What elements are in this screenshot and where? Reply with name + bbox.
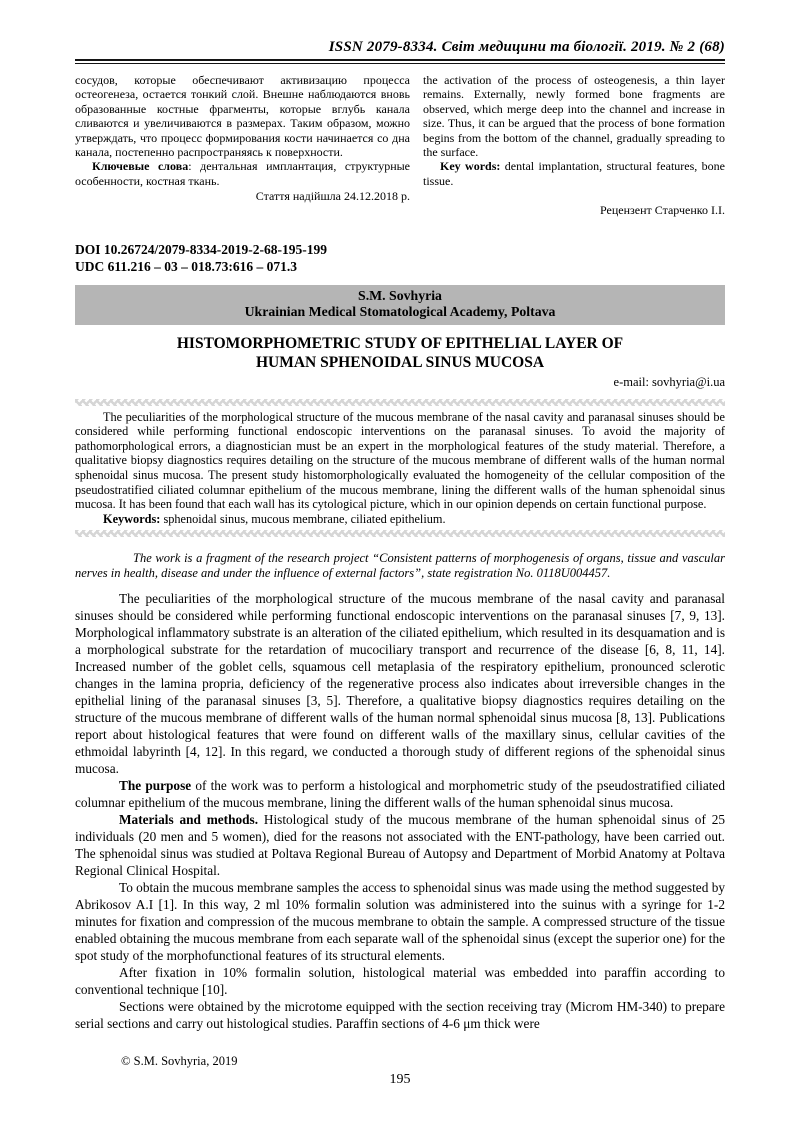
article-received-date: Стаття надійшла 24.12.2018 р. [255, 189, 410, 204]
author-affiliation-box [75, 285, 725, 325]
body-paragraph-1: The peculiarities of the morphological structure of the mucous membrane of the nasal cavity and paranasal sinuses should be considered while performing functional endoscopic interventions on the paranasal sinuses [7, 9, 13]. Morphological inflammatory substrate is an alteration of the ciliated epithelium, which resulted in its desquamation and is a morphological substrate for the retardation of mucociliary transport and recurrence of the disease [6, 8, 11, 14]. Increased number of the goblet cells, squamous cell metaplasia of the respiratory epithelium, pronounced sclerotic changes in the lamina propria, deficiency of the regenerative process also indicates about irreversible changes in the epithelial lining of the paranasal sinuses [3, 5]. Therefore, a qualitative biopsy diagnostics requires detailing on the structure of the mucous membrane of different walls of the human normal sphenoidal sinus mucosa [8, 13]. Publications report about histological features that were found on different walls of the maxillary sinus, cellular cavities of the ethmoidal labyrinth [4, 12]. In this regard, we conducted a thorough study of different regions of the sphenoidal sinus mucosa. [75, 591, 725, 777]
purpose-lead: The purpose [119, 778, 192, 794]
russian-summary-column [75, 73, 410, 218]
udc-line: UDC 611.216 – 03 – 018.73:616 – 071.3 [75, 258, 297, 274]
body-paragraph-5: After fixation in 10% formalin solution, histological material was embedded into paraffin according to conventional technique [10]. [75, 965, 725, 998]
reviewer-name: Рецензент Старченко І.І. [599, 203, 725, 218]
hatched-divider-bottom [75, 530, 725, 537]
abstract-keywords [75, 512, 725, 527]
english-keywords-text: dental implantation, structural features, bone tissue. [423, 159, 726, 188]
abstract-keywords-label: Keywords: [103, 511, 161, 526]
body-paragraph-4: To obtain the mucous membrane samples the access to sphenoidal sinus was made using the method suggested by Abrikosov A.I [1]. In this way, 2 ml 10% formalin solution was administered into the suinus with a syringe for 1-2 minutes for fixation and compression of the mucous membrane to obtain the sample. A compressed structure of the tissue enabled obtaining the mucous membrane from each separate wall of the sphenoidal sinus (except the superior one) for the spot study of the morphofunctional features of its structural elements. [75, 880, 725, 964]
russian-keywords [75, 159, 410, 188]
research-project-note: The work is a fragment of the research project “Consistent patterns of morphogenesis of organs, tissue and vascular nerves in health, disease and under the influence of external factors”, state registration No. 0118U004457. [75, 551, 725, 581]
body-paragraph-6: Sections were obtained by the microtome equipped with the section receiving tray (Microm HM-340) to prepare serial sections and carry out histological studies. Paraffin sections of 4-6 μm thick were [75, 999, 725, 1032]
body-paragraph-3: Materials and methods. Histological study of the mucous membrane of the human sphenoidal sinus of 25 individuals (20 men and 5 women), died for the reasons not associated with the ENT-pathology, have been carried out. The sphenoidal sinus was studied at Poltava Regional Bureau of Autopsy and Department of Morbid Anatomy at Poltava Regional Clinical Hospital. [75, 812, 725, 879]
copyright-line: © S.M. Sovhyria, 2019 [121, 1054, 238, 1068]
english-keywords-label: Key words: [440, 159, 501, 174]
abstract-keywords-text: sphenoidal sinus, mucous membrane, ciliated epithelium. [160, 511, 446, 526]
russian-summary-paragraph: сосудов, которые обеспечивают активизацию процесса остеогенеза, остается тонкий слой. Внешне наблюдаются вновь образованные костные фрагменты, которые вглубь канала сливаются и увеличиваются в размерах. Таким образом, можно утверждать, что процесс формирования кости начинается со дна канала, постепенно распространяясь к поверхности. [75, 73, 410, 160]
page-content [75, 0, 725, 1032]
author-affiliation: Ukrainian Medical Stomatological Academy, Poltava [244, 304, 556, 320]
english-summary-paragraph: the activation of the process of osteogenesis, a thin layer remains. Externally, newly formed bone fragments are observed, which merge deep into the channel and increase in size. Thus, it can be argued that the process of bone formation begins from the bottom of the channel, gradually spreading to the surface. [423, 73, 725, 160]
russian-keywords-text: : дентальная имплантация, структурные особенности, костная ткань. [75, 159, 411, 188]
english-keywords [423, 159, 725, 188]
materials-methods-lead: Materials and methods. [119, 812, 259, 828]
article-identifiers [75, 241, 725, 275]
russian-keywords-label: Ключевые слова [92, 159, 189, 174]
journal-issn-header: ISSN 2079-8334. Світ медицини та біології. 2019. № 2 (68) [328, 39, 725, 55]
article-title: HISTOMORPHOMETRIC STUDY OF EPITHELIAL LAYER OF HUMAN SPHENOIDAL SINUS MUCOSA [176, 334, 624, 371]
page-number: 195 [389, 1072, 411, 1087]
doi-line: DOI 10.26724/2079-8334-2019-2-68-195-199 [75, 241, 327, 257]
abstract-paragraph: The peculiarities of the morphological structure of the mucous membrane of the nasal cavity and paranasal sinuses should be considered while performing functional endoscopic interventions on the paranasal sinuses. To avoid the majority of pathomorphological errors, a diagnostician must be an expert in the morphological features of the study material. Therefore, a qualitative biopsy diagnostics requires detailing on the structure of the mucous membrane of different walls of the human normal sphenoidal sinus mucosa. The present study histomorphologically evaluated the homogeneity of the cellular composition of the pseudostratified ciliated columnar epithelium of the mucous membrane, lining the different walls of the human sphenoidal sinus mucosa. It has been found that each wall has its cytological picture, which in our opinion depends on certain functional purpose. [75, 409, 725, 512]
author-name: S.M. Sovhyria [358, 287, 442, 303]
english-summary-column [423, 73, 725, 218]
bilingual-summary-columns [75, 73, 725, 218]
author-email: e-mail: sovhyria@i.ua [613, 374, 725, 389]
header-rule [75, 59, 725, 64]
english-abstract [75, 410, 725, 527]
hatched-divider-top [75, 399, 725, 406]
page-footer [75, 1054, 725, 1088]
article-body [75, 590, 725, 1032]
body-paragraph-2: The purpose of the work was to perform a histological and morphometric study of the pseudostratified ciliated columnar epithelium of the mucous membrane, lining the different walls of the human sphenoidal sinus mucosa. [75, 778, 725, 811]
